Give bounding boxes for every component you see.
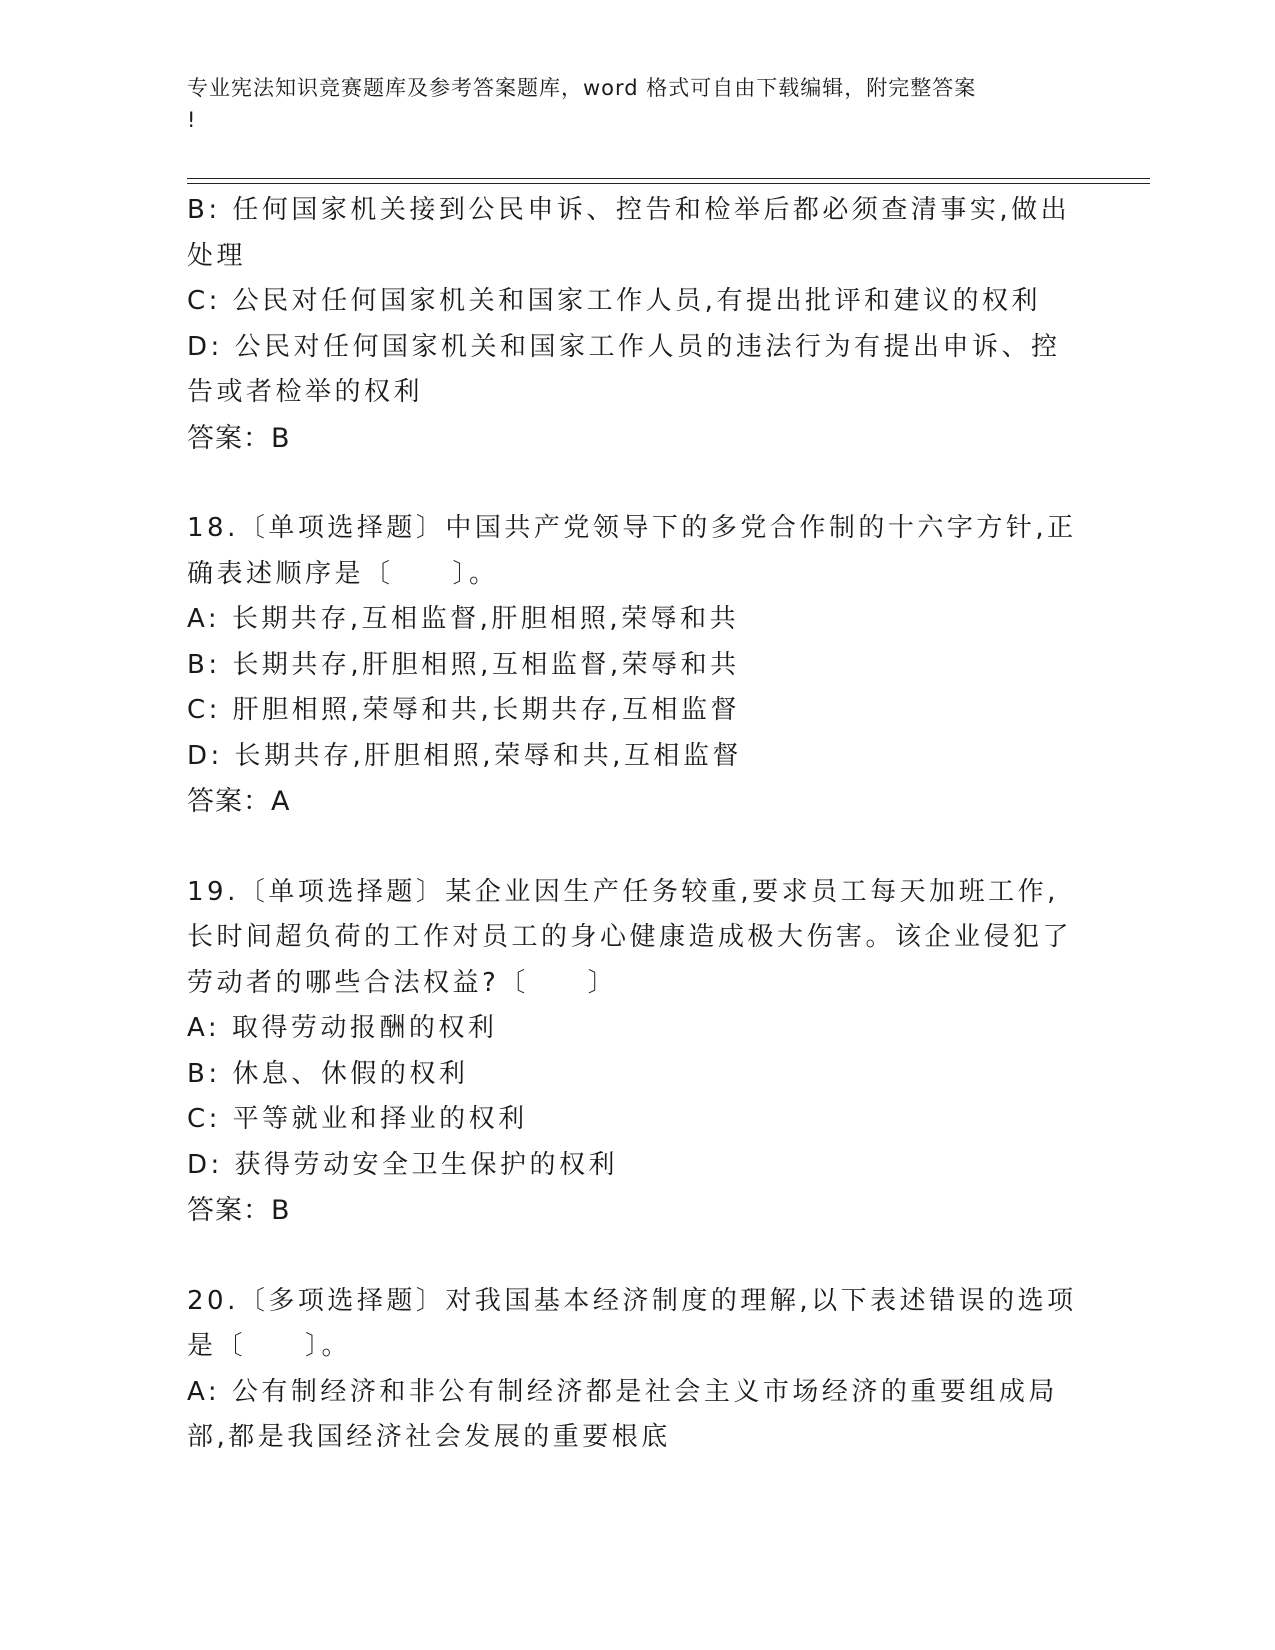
option-a: A: 公有制经济和非公有制经济都是社会主义市场经济的重要组成局部,都是我国经济社会发展的重要根底 [187,1376,1058,1452]
question-19 [187,870,1087,1234]
option-b: B: 长期共存,肝胆相照,互相监督,荣辱和共 [187,649,740,680]
header-rule-top [187,178,1150,179]
spacer [187,1234,1087,1279]
header-title-line1: 专业宪法知识竞赛题库及参考答案题库，word 格式可自由下载编辑，附完整答案 [187,76,977,100]
option-a: A: 取得劳动报酬的权利 [187,1013,498,1043]
option-b: B: 休息、休假的权利 [187,1058,469,1089]
question-stem: 19.〔单项选择题〕某企业因生产任务较重,要求员工每天加班工作,长时间超负荷的工作对员工的身心健康造成极大伤害。该企业侵犯了劳动者的哪些合法权益?〔 〕 [187,876,1073,998]
question-stem: 20.〔多项选择题〕对我国基本经济制度的理解,以下表述错误的选项是〔 〕。 [187,1285,1077,1361]
header-title-line2: ! [187,108,197,132]
option-a: A: 长期共存,互相监督,肝胆相照,荣辱和共 [187,604,740,634]
spacer [187,825,1087,870]
question-stem: 18.〔单项选择题〕中国共产党领导下的多党合作制的十六字方针,正确表述顺序是〔 〕。 [187,513,1077,589]
option-c: C: 平等就业和择业的权利 [187,1104,528,1134]
document-body [187,188,1087,1461]
answer: 答案：B [187,1195,291,1226]
answer: 答案：B [187,422,291,454]
option-d: D: 长期共存,肝胆相照,荣辱和共,互相监督 [187,740,742,771]
option-b: B: 任何国家机关接到公民申诉、控告和检举后都必须查清事实,做出处理 [187,195,1071,271]
question-17-continued [187,188,1087,461]
option-c: C: 公民对任何国家机关和国家工作人员,有提出批评和建议的权利 [187,286,1041,316]
header-rule-bottom [187,183,1150,184]
question-20 [187,1279,1087,1461]
answer: 答案：A [187,786,291,817]
spacer [187,461,1087,506]
document-header [187,72,1067,136]
option-c: C: 肝胆相照,荣辱和共,长期共存,互相监督 [187,695,740,725]
option-d: D: 公民对任何国家机关和国家工作人员的违法行为有提出申诉、控告或者检举的权利 [187,331,1061,407]
option-d: D: 获得劳动安全卫生保护的权利 [187,1149,619,1180]
question-18 [187,506,1087,825]
